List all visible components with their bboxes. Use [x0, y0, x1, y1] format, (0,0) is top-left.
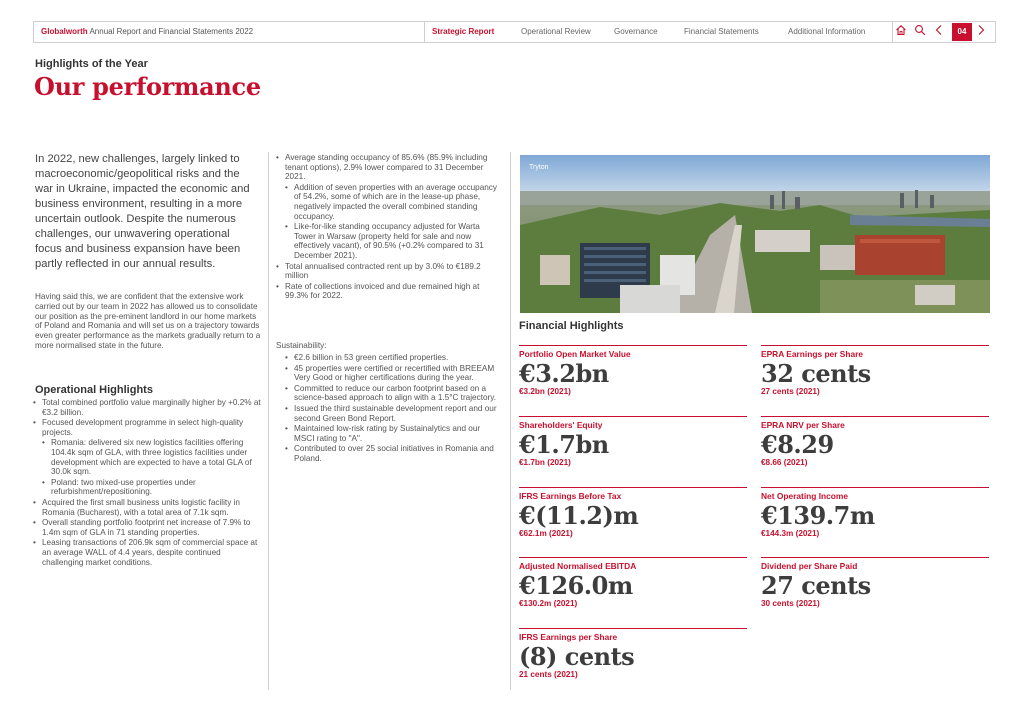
- list-item: • Total annualised contracted rent up by 3.0% to €189.2 million: [276, 262, 501, 281]
- metric-rule: [761, 487, 989, 488]
- photo-caption: Tryton: [529, 164, 549, 171]
- list-item: • Leasing transactions of 206.9k sqm of commercial space at an average WALL of 4.4 years, despite continued challenging market conditions.: [33, 538, 263, 567]
- nav-governance[interactable]: Governance: [614, 27, 658, 36]
- list-item: • Average standing occupancy of 85.6% (85.9% including tenant options), 2.9% lower compared to 31 December 2021.: [276, 153, 501, 182]
- brand[interactable]: [41, 27, 253, 36]
- list-item: • €2.6 billion in 53 green certified properties.: [276, 353, 501, 363]
- metric-previous: 21 cents (2021): [519, 670, 578, 679]
- metric-rule: [519, 416, 747, 417]
- metric-previous: €3.2bn (2021): [519, 387, 571, 396]
- nav-strategic-report[interactable]: Strategic Report: [432, 27, 495, 36]
- metric-epra-nrv: [761, 416, 989, 467]
- metric-label: EPRA NRV per Share: [761, 420, 845, 430]
- column-divider: [510, 152, 511, 690]
- chevron-left-icon[interactable]: [931, 24, 947, 40]
- metric-value: 27 cents: [761, 571, 871, 600]
- metric-label: IFRS Earnings per Share: [519, 632, 618, 642]
- list-item: • Rate of collections invoiced and due remained high at 99.3% for 2022.: [276, 282, 501, 301]
- list-item: • Total combined portfolio value marginally higher by +0.2% at €3.2 billion.: [33, 398, 263, 417]
- metric-rule: [519, 628, 747, 629]
- chevron-right-icon[interactable]: [973, 24, 989, 40]
- list-item: • Contributed to over 25 social initiatives in Romania and Poland.: [276, 444, 501, 463]
- nav-financial-statements[interactable]: Financial Statements: [684, 27, 759, 36]
- list-item: • Addition of seven properties with an average occupancy of 54.2%, some of which are in the lease-up phase, negatively impacted the overall combined standing occupancy.: [276, 183, 501, 221]
- body-paragraph: Having said this, we are confident that the extensive work carried out by our team in 2022 has allowed us to consolidate our position as the pre-eminent landlord in our home markets of Poland and Romania and will set us on a trajectory towards even greater performance as the markets gradually return to a more normalised state in the future.: [35, 292, 261, 350]
- metric-value: €126.0m: [519, 571, 633, 600]
- list-item: • 45 properties were certified or recertified with BREEAM Very Good or higher certifications during the year.: [276, 364, 501, 383]
- metric-value: €3.2bn: [519, 359, 609, 388]
- sustainability-list: [276, 353, 501, 465]
- column-divider: [268, 152, 269, 690]
- list-item: • Maintained low-risk rating by Sustainalytics and our MSCI rating to "A".: [276, 424, 501, 443]
- nav-operational-review[interactable]: Operational Review: [521, 27, 591, 36]
- metric-previous: 30 cents (2021): [761, 599, 820, 608]
- metric-value: (8) cents: [519, 642, 635, 671]
- metric-dividend: [761, 557, 989, 608]
- metric-previous: €62.1m (2021): [519, 529, 573, 538]
- metric-label: Dividend per Share Paid: [761, 561, 858, 571]
- sustainability-label: Sustainability:: [276, 341, 327, 350]
- metric-previous: €1.7bn (2021): [519, 458, 571, 467]
- metric-rule: [761, 416, 989, 417]
- metric-previous: €8.66 (2021): [761, 458, 808, 467]
- metric-previous: €144.3m (2021): [761, 529, 820, 538]
- metric-value: 32 cents: [761, 359, 871, 388]
- page-number: 04: [952, 23, 972, 41]
- metric-shareholders-equity: [519, 416, 747, 467]
- metric-label: Shareholders' Equity: [519, 420, 603, 430]
- list-item: • Committed to reduce our carbon footprint based on a science-based approach to align with a 1.5°C trajectory.: [276, 384, 501, 403]
- metric-value: €139.7m: [761, 501, 875, 530]
- list-item: • Poland: two mixed-use properties under refurbishment/repositioning.: [33, 478, 263, 497]
- operational-highlights-list: [33, 398, 263, 568]
- home-icon[interactable]: [893, 24, 909, 40]
- occupancy-list: [276, 153, 501, 302]
- list-item: • Romania: delivered six new logistics facilities offering 104.4k sqm of GLA, with three logistics facilities under development which are expected to have a total GLA of 30.0k sqm.: [33, 438, 263, 476]
- list-item: • Like-for-like standing occupancy adjusted for Warta Tower in Warsaw (property held for sale and now effectively vacant), of 90.5% (+0.2% compared to 31 December 2021).: [276, 222, 501, 260]
- intro-paragraph: In 2022, new challenges, largely linked to macroeconomic/geopolitical risks and the war in Ukraine, impacted the economic and business environment, resulting in a more uncertain outlook. Despite the numerous challenges, our unwavering operational focus and business expansion have been partly reflected in our annual results.: [35, 153, 250, 270]
- metric-previous: 27 cents (2021): [761, 387, 820, 396]
- metric-value: €1.7bn: [519, 430, 609, 459]
- brand-name: Globalworth: [41, 27, 88, 36]
- list-item: • Focused development programme in select high-quality projects.: [33, 418, 263, 437]
- metric-label: Net Operating Income: [761, 491, 849, 501]
- metric-rule: [761, 557, 989, 558]
- top-navigation-bar: [33, 21, 996, 43]
- search-icon[interactable]: [912, 24, 928, 40]
- metric-noi: [761, 487, 989, 538]
- metric-previous: €130.2m (2021): [519, 599, 578, 608]
- metric-label: EPRA Earnings per Share: [761, 349, 864, 359]
- list-item: • Overall standing portfolio footprint net increase of 7.9% to 1.4m sqm of GLA in 71 standing properties.: [33, 518, 263, 537]
- metric-ifrs-eps: [519, 628, 747, 679]
- metric-rule: [761, 345, 989, 346]
- operational-highlights-heading: Operational Highlights: [35, 384, 153, 396]
- metric-rule: [519, 345, 747, 346]
- metric-value: €8.29: [761, 430, 834, 459]
- metric-rule: [519, 487, 747, 488]
- metric-adjusted-ebitda: [519, 557, 747, 608]
- document-title: Annual Report and Financial Statements 2022: [89, 27, 254, 36]
- section-kicker: Highlights of the Year: [35, 58, 148, 70]
- nav-additional-information[interactable]: Additional Information: [788, 27, 866, 36]
- metric-epra-earnings: [761, 345, 989, 396]
- page-title: Our performance: [34, 72, 261, 101]
- metric-label: Adjusted Normalised EBITDA: [519, 561, 637, 571]
- list-item: • Acquired the first small business units logistic facility in Romania (Bucharest), with a total area of 7.1k sqm.: [33, 498, 263, 517]
- list-item: • Issued the third sustainable development report and our second Green Bond Report.: [276, 404, 501, 423]
- metric-portfolio-value: [519, 345, 747, 396]
- nav-divider: [424, 22, 425, 42]
- metric-label: IFRS Earnings Before Tax: [519, 491, 622, 501]
- metric-label: Portfolio Open Market Value: [519, 349, 631, 359]
- metric-rule: [519, 557, 747, 558]
- aerial-city-photo: [520, 155, 990, 313]
- financial-highlights-heading: Financial Highlights: [519, 320, 624, 332]
- metric-value: €(11.2)m: [519, 501, 639, 530]
- metric-ifrs-ebt: [519, 487, 747, 538]
